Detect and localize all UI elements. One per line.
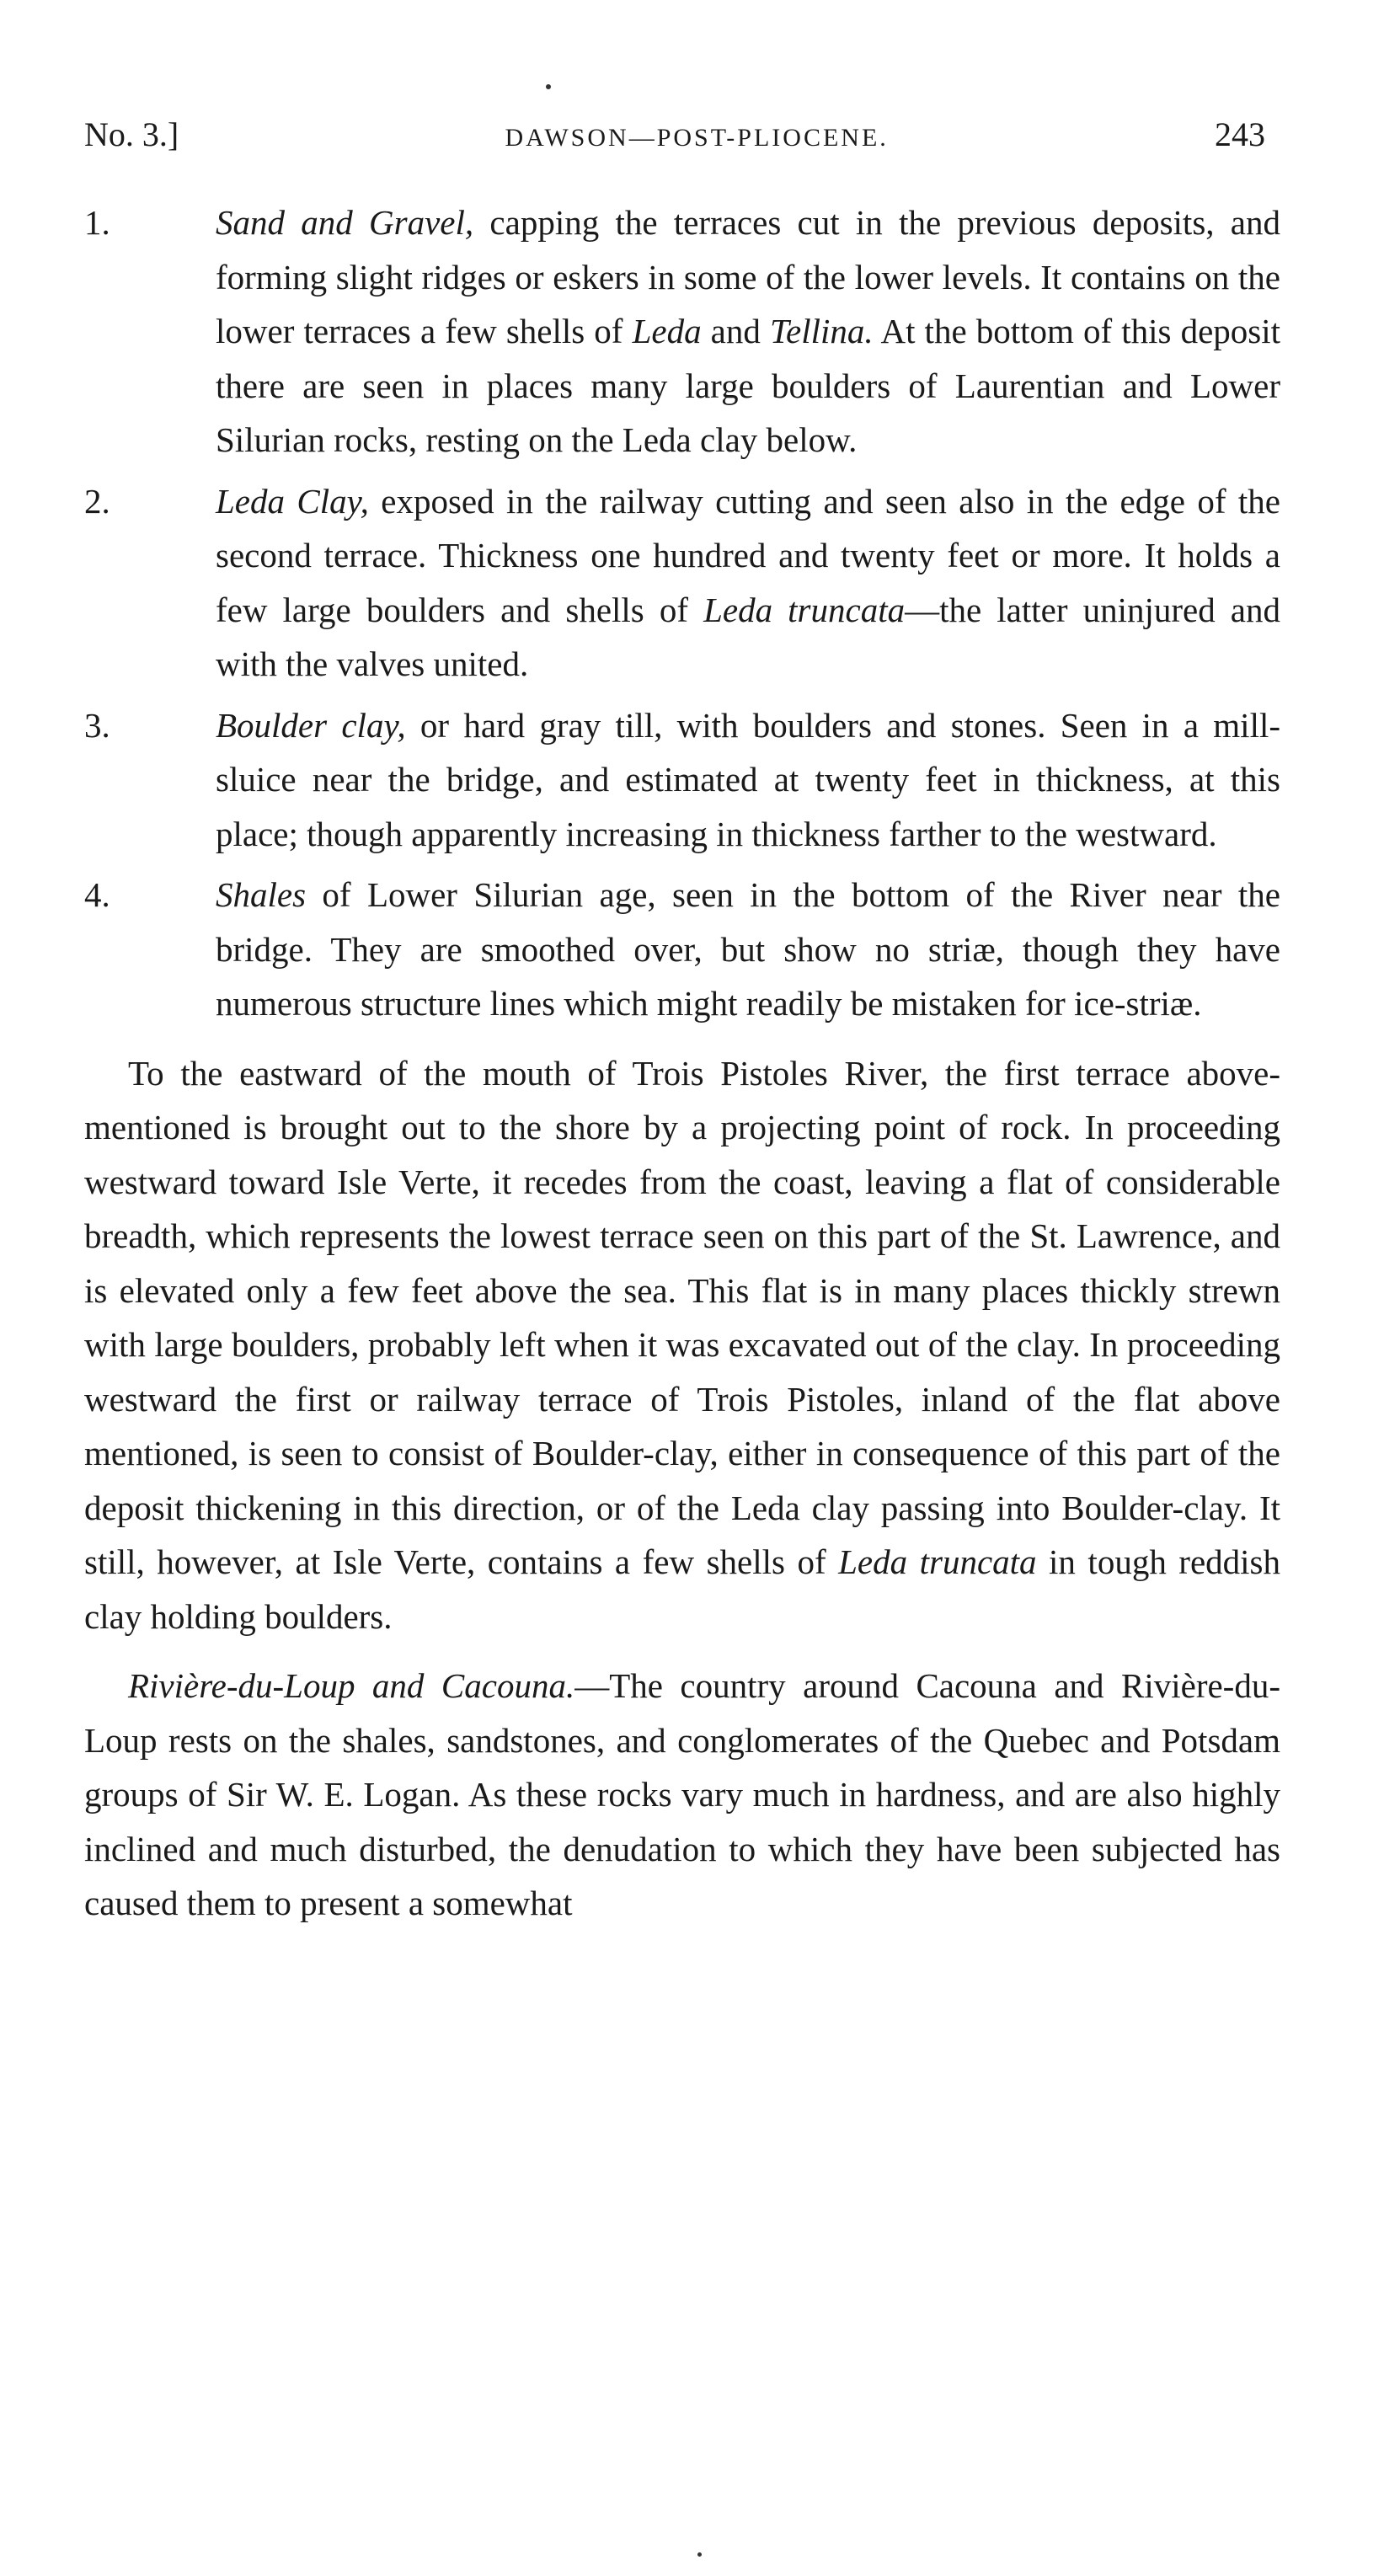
deposit-item <box>84 698 1280 862</box>
deposit-title: Boulder clay, <box>216 705 406 745</box>
paragraph-trois-pistoles: To the eastward of the mouth of Trois Pistoles River, the first terrace above-mentioned is brought out to the shore by a projecting point of rock. In proceeding westward toward Isle Verte, it recedes from the coast, leaving a flat of considerable breadth, which represents the lowest terrace seen on this part of the St. Lawrence, and is elevated only a few feet above the sea. This flat is in many places thickly strewn with large boulders, probably left when it was excavated out of the clay. In proceeding westward the first or railway terrace of Trois Pistoles, inland of the flat above mentioned, is seen to consist of Boulder-clay, either in consequence of this part of the deposit thickening in this direction, or of the Leda clay passing into Boulder-clay. It still, however, at Isle Verte, contains a few shells of Leda truncata in tough reddish clay holding boulders. <box>84 1053 1281 1636</box>
running-title: DAWSON—POST-PLIOCENE. <box>505 124 889 152</box>
deposit-number: 4. <box>84 875 110 914</box>
page-body <box>84 195 1280 1931</box>
deposit-description: exposed in the railway cutting and seen also in the edge of the second terrace. Thickness one hundred and twenty feet or more. It holds a few large boulders and shells of Leda truncata—the latter uninjured and with the valves united. <box>216 481 1281 683</box>
deposit-item <box>84 868 1280 1031</box>
deposit-item <box>84 474 1280 692</box>
deposit-title: Sand and Gravel, <box>216 203 474 242</box>
section-heading: Rivière-du-Loup and Cacouna. <box>128 1666 575 1705</box>
deposit-description: capping the terraces cut in the previous deposits, and forming slight ridges or eskers in some of the lower levels. It contains on the lower terraces a few shells of Leda and Tellina. At the bottom of this deposit there are seen in places many large boulders of Laurentian and Lower Silurian rocks, resting on the Leda clay below. <box>216 203 1281 459</box>
deposit-number: 2. <box>84 481 110 521</box>
deposit-item <box>84 195 1280 468</box>
print-mark-bottom <box>697 2552 702 2557</box>
paragraph-riviere-du-loup: Rivière-du-Loup and Cacouna.—The country around Cacouna and Rivière-du-Loup rests on the shales, sandstones, and conglomerates of the Quebec and Potsdam groups of Sir W. E. Logan. As these rocks vary much in hardness, and are also highly inclined and much disturbed, the denudation to which they have been subjected has caused them to present a somewhat <box>84 1666 1280 1922</box>
deposit-title: Leda Clay, <box>216 481 369 521</box>
journal-number: No. 3.] <box>84 115 179 153</box>
deposit-number: 3. <box>84 705 110 745</box>
print-mark-top <box>546 84 551 89</box>
deposit-description: of Lower Silurian age, seen in the bottom of the River near the bridge. They are smoothed over, but show no striæ, though they have numerous structure lines which might readily be mistaken for ice-striæ. <box>216 875 1280 1023</box>
deposit-description: or hard gray till, with boulders and stones. Seen in a mill-sluice near the bridge, and estimated at twenty feet in thickness, at this place; though apparently increasing in thickness farther to the westward. <box>216 705 1280 853</box>
page-header <box>84 115 1265 153</box>
deposit-list <box>84 195 1280 1031</box>
deposit-title: Shales <box>216 875 307 914</box>
page-number: 243 <box>1215 115 1265 153</box>
deposit-number: 1. <box>84 203 110 242</box>
